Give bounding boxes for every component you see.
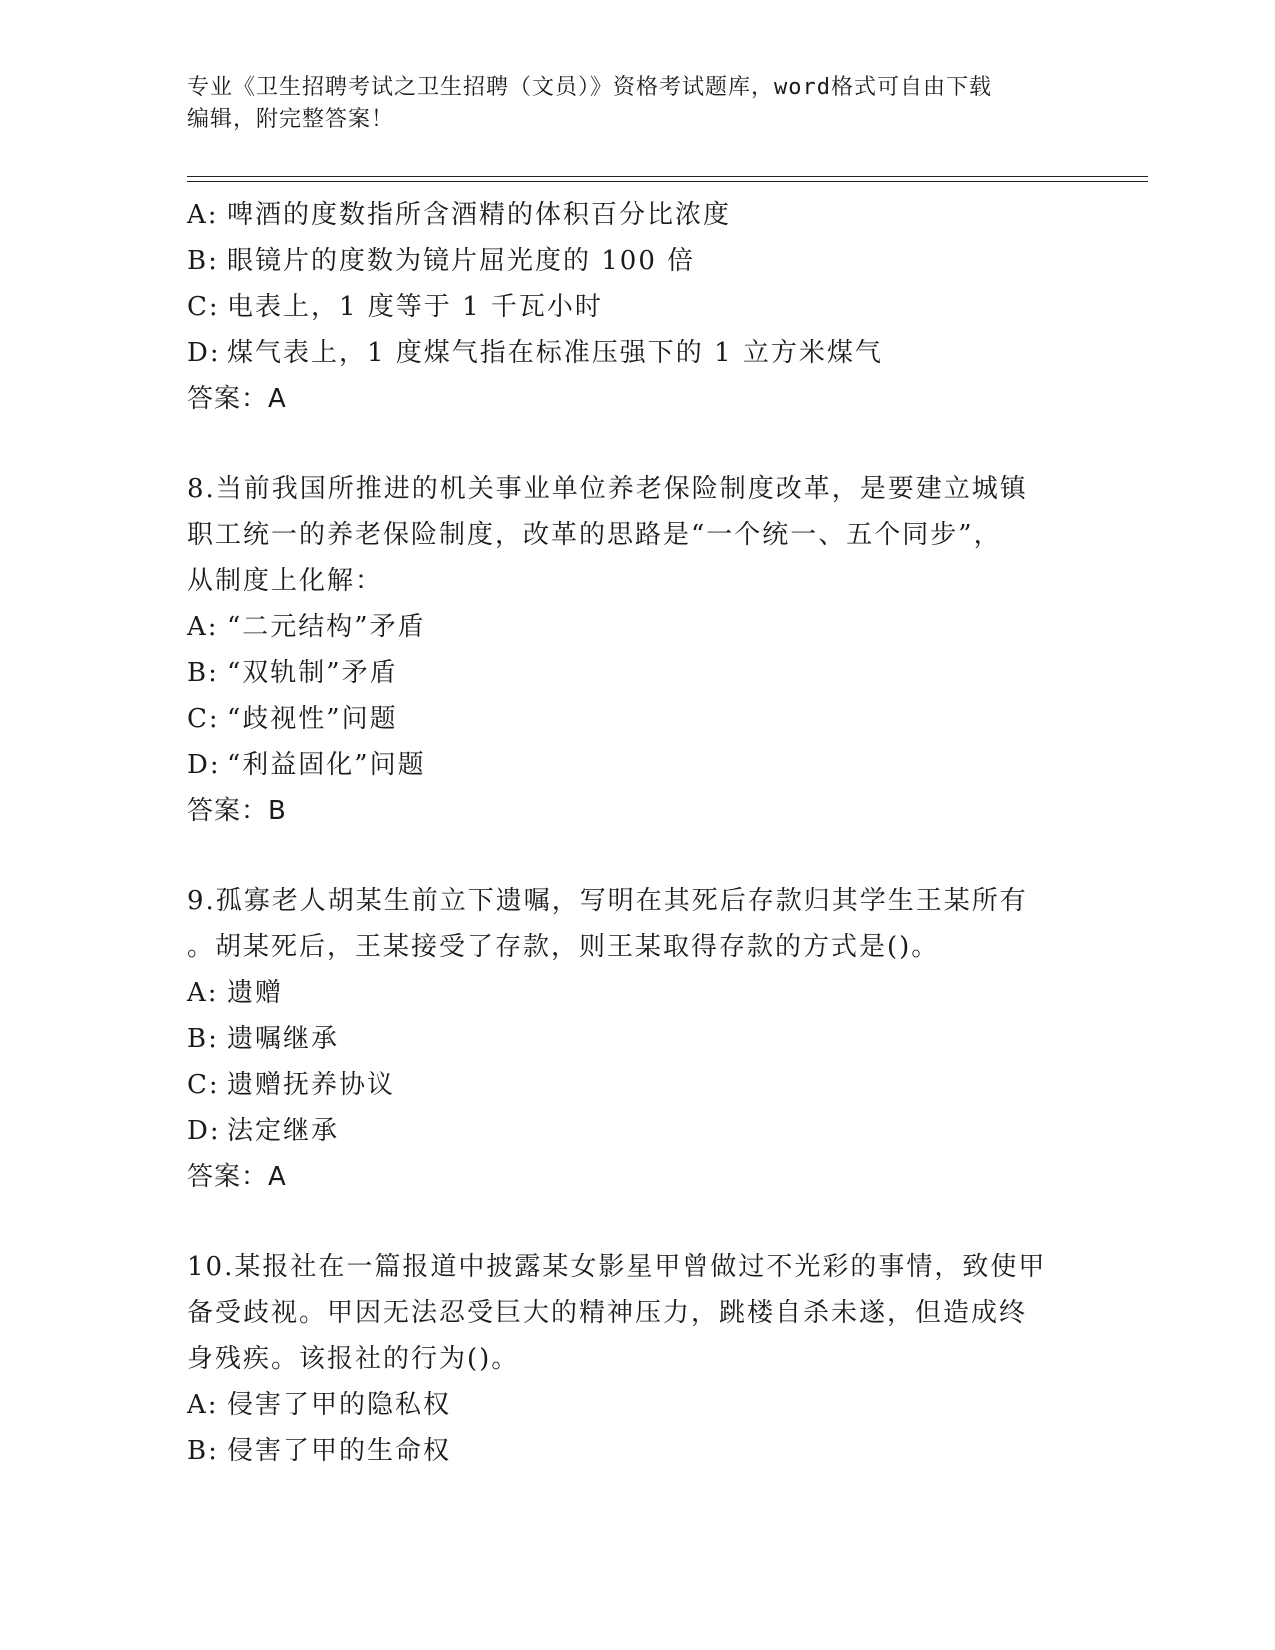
option-d: D: 法定继承 [187, 1116, 340, 1146]
option-c: C: “歧视性”问题 [187, 704, 398, 734]
question-stem-line: 备受歧视。甲因无法忍受巨大的精神压力，跳楼自杀未遂，但造成终 [187, 1298, 1028, 1328]
question-10 [187, 1244, 1087, 1474]
option-d: D: “利益固化”问题 [187, 750, 426, 780]
question-7 [187, 192, 1087, 422]
document-header [187, 72, 1087, 136]
option-b: B: “双轨制”矛盾 [187, 658, 398, 688]
question-stem-line: 身残疾。该报社的行为()。 [187, 1344, 520, 1374]
option-a: A: 侵害了甲的隐私权 [187, 1390, 452, 1420]
option-a: A: “二元结构”矛盾 [187, 612, 426, 642]
option-c: C: 电表上，1 度等于 1 千瓦小时 [187, 292, 603, 322]
question-8 [187, 466, 1087, 834]
option-b: B: 眼镜片的度数为镜片屈光度的 100 倍 [187, 246, 696, 276]
option-b: B: 侵害了甲的生命权 [187, 1436, 452, 1466]
question-stem-line: 。胡某死后，王某接受了存款，则王某取得存款的方式是()。 [187, 932, 940, 962]
question-stem-line: 职工统一的养老保险制度，改革的思路是“一个统一、五个同步”， [187, 520, 1002, 550]
header-line-1: 专业《卫生招聘考试之卫生招聘（文员）》资格考试题库，word格式可自由下载 [187, 75, 992, 100]
question-stem-line: 10.某报社在一篇报道中披露某女影星甲曾做过不光彩的事情，致使甲 [187, 1252, 1047, 1282]
option-a: A: 遗赠 [187, 978, 284, 1008]
option-a: A: 啤酒的度数指所含酒精的体积百分比浓度 [187, 200, 732, 230]
question-stem-line: 从制度上化解： [187, 566, 384, 596]
answer-line: 答案：A [187, 1162, 287, 1192]
question-stem-line: 9.孤寡老人胡某生前立下遗嘱，写明在其死后存款归其学生王某所有 [187, 886, 1028, 916]
option-c: C: 遗赠抚养协议 [187, 1070, 396, 1100]
question-stem-line: 8.当前我国所推进的机关事业单位养老保险制度改革，是要建立城镇 [187, 474, 1028, 504]
question-9 [187, 878, 1087, 1200]
option-d: D: 煤气表上，1 度煤气指在标准压强下的 1 立方米煤气 [187, 338, 883, 368]
option-b: B: 遗嘱继承 [187, 1024, 340, 1054]
answer-line: 答案：A [187, 384, 287, 414]
header-line-2: 编辑，附完整答案！ [187, 107, 395, 132]
answer-line: 答案：B [187, 796, 287, 826]
question-list [187, 192, 1087, 1474]
header-rule-top [187, 176, 1148, 177]
header-rule-bottom [187, 181, 1148, 182]
